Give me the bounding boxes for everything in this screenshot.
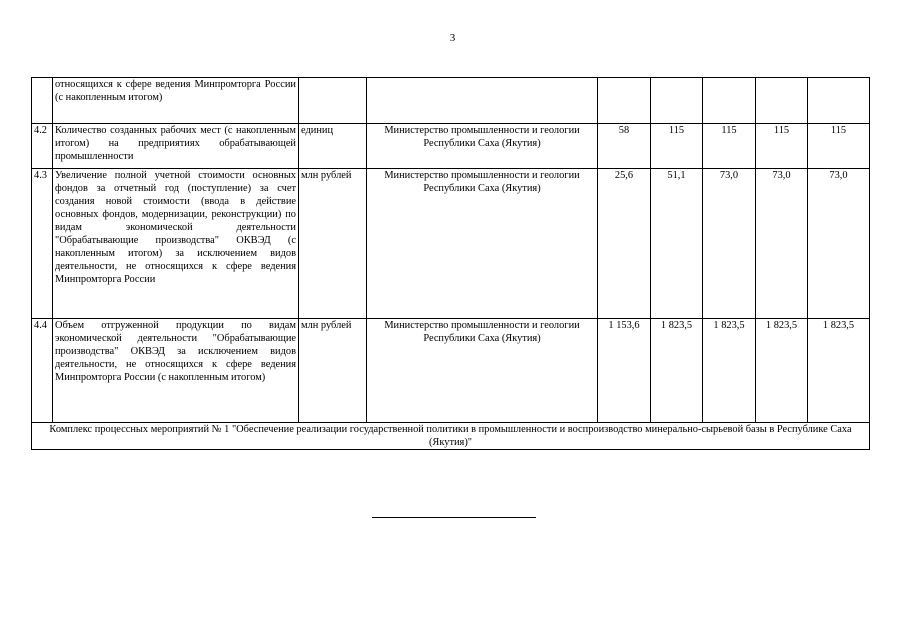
row-number: 4.2 — [32, 124, 53, 169]
table-row — [32, 319, 870, 423]
table-row — [32, 169, 870, 319]
value-cell: 1 823,5 — [703, 319, 756, 423]
row-number — [32, 78, 53, 124]
value-cell — [651, 78, 703, 124]
value-cell: 73,0 — [756, 169, 808, 319]
indicator-name: Увеличение полной учетной стоимости основных фондов за отчетный год (поступление) за счет создания новой стоимости (ввода в действие основных фондов, модернизации, реконструкции) по видам экономической деятельности "Обрабатывающие производства" ОКВЭД (с накопленным итогом) за исключением видов деятельности, не относящихся к сфере ведения Минпромторга России — [53, 169, 299, 319]
value-cell: 1 823,5 — [651, 319, 703, 423]
unit-cell — [299, 78, 367, 124]
value-cell — [808, 78, 870, 124]
unit-cell: млн рублей — [299, 319, 367, 423]
value-cell — [598, 78, 651, 124]
row-number: 4.4 — [32, 319, 53, 423]
closing-line — [372, 517, 536, 518]
value-cell: 73,0 — [808, 169, 870, 319]
value-cell: 1 153,6 — [598, 319, 651, 423]
value-cell: 115 — [808, 124, 870, 169]
indicators-table — [31, 77, 870, 450]
value-cell: 115 — [651, 124, 703, 169]
value-cell: 51,1 — [651, 169, 703, 319]
table-row — [32, 124, 870, 169]
responsible-cell — [367, 78, 598, 124]
value-cell: 115 — [703, 124, 756, 169]
value-cell: 115 — [756, 124, 808, 169]
process-complex-title: Комплекс процессных мероприятий № 1 "Обеспечение реализации государственной политики в промышленности и воспроизводство минерально-сырьевой базы в Республике Саха (Якутия)" — [32, 423, 870, 450]
indicator-name: относящихся к сфере ведения Минпромторга России (с накопленным итогом) — [53, 78, 299, 124]
value-cell: 25,6 — [598, 169, 651, 319]
indicator-name: Количество созданных рабочих мест (с накопленным итогом) на предприятиях обрабатывающей промышленности — [53, 124, 299, 169]
responsible-cell: Министерство промышленности и геологии Республики Саха (Якутия) — [367, 124, 598, 169]
complex-row — [32, 423, 870, 450]
page-number: 3 — [449, 32, 456, 44]
indicator-name: Объем отгруженной продукции по видам экономической деятельности "Обрабатывающие производства" ОКВЭД за исключением видов деятельности, не относящихся к сфере ведения Минпромторга России (с накопленным итогом) — [53, 319, 299, 423]
unit-cell: млн рублей — [299, 169, 367, 319]
value-cell: 1 823,5 — [756, 319, 808, 423]
responsible-cell: Министерство промышленности и геологии Республики Саха (Якутия) — [367, 169, 598, 319]
value-cell: 58 — [598, 124, 651, 169]
responsible-cell: Министерство промышленности и геологии Республики Саха (Якутия) — [367, 319, 598, 423]
value-cell — [756, 78, 808, 124]
value-cell: 1 823,5 — [808, 319, 870, 423]
unit-cell: единиц — [299, 124, 367, 169]
row-number: 4.3 — [32, 169, 53, 319]
value-cell: 73,0 — [703, 169, 756, 319]
table-row — [32, 78, 870, 124]
value-cell — [703, 78, 756, 124]
